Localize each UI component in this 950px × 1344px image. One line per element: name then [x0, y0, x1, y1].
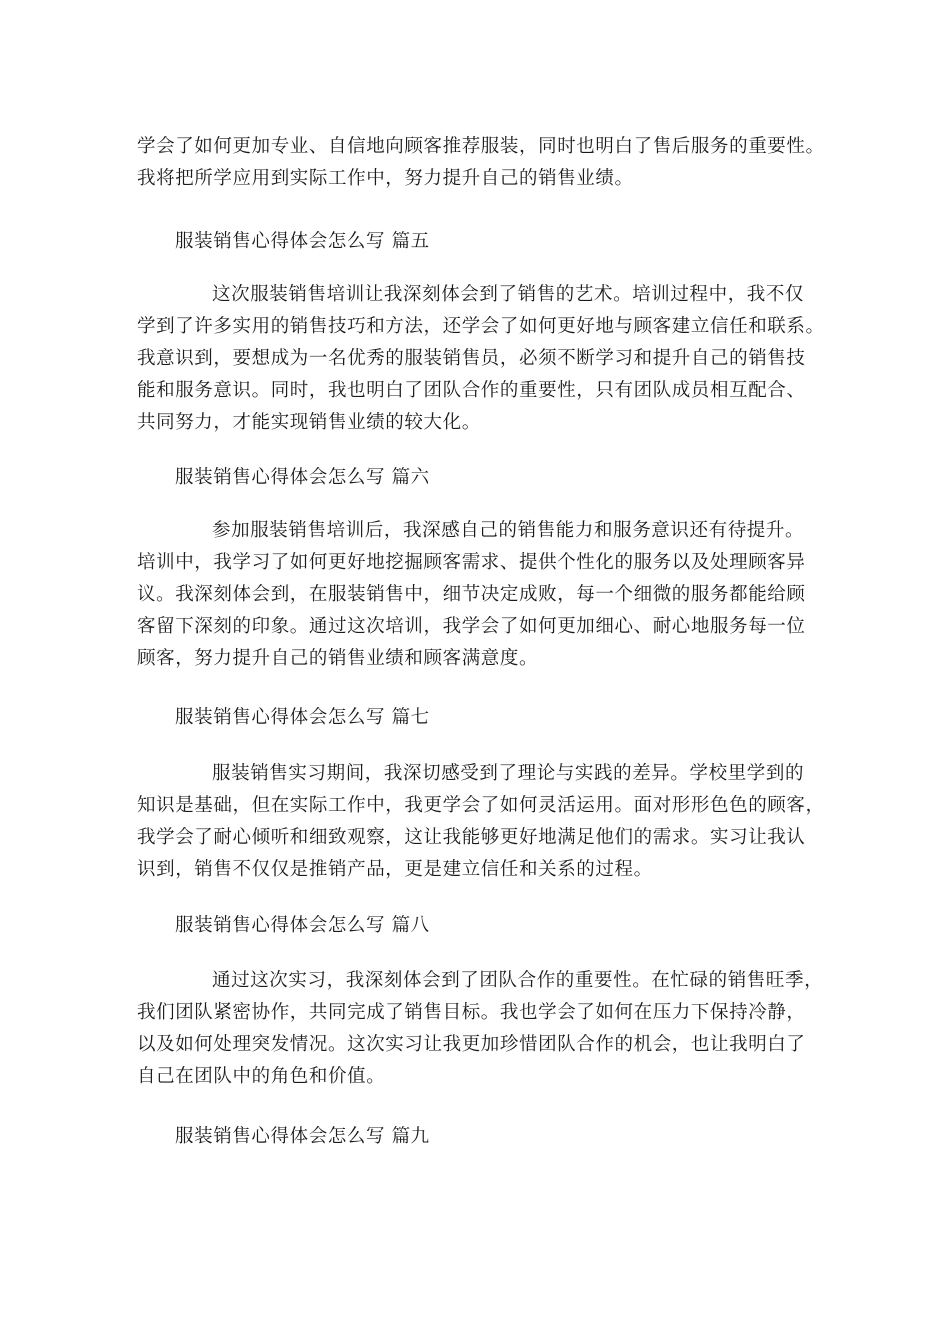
text-line: 共同努力，才能实现销售业绩的较大化。: [137, 412, 481, 433]
paragraph-section-6: [137, 515, 817, 675]
text-line: 培训中，我学习了如何更好地挖掘顾客需求、提供个性化的服务以及处理顾客异: [137, 552, 806, 573]
paragraph-section-5: [137, 279, 825, 439]
section-heading-9: 服装销售心得体会怎么写 篇九: [175, 1126, 430, 1147]
paragraph-continuation: [137, 131, 825, 195]
text-line: 服装销售实习期间，我深切感受到了理论与实践的差异。学校里学到的: [212, 763, 805, 784]
text-line: 顾客，努力提升自己的销售业绩和顾客满意度。: [137, 648, 539, 669]
paragraph-section-8: [137, 965, 824, 1093]
text-line: 我们团队紧密协作，共同完成了销售目标。我也学会了如何在压力下保持冷静，: [137, 1002, 806, 1023]
section-heading-8: 服装销售心得体会怎么写 篇八: [175, 915, 430, 936]
text-line: 客留下深刻的印象。通过这次培训，我学会了如何更加细心、耐心地服务每一位: [137, 616, 806, 637]
text-line: 我意识到，要想成为一名优秀的服装销售员，必须不断学习和提升自己的销售技: [137, 348, 806, 369]
text-line: 我将把所学应用到实际工作中，努力提升自己的销售业绩。: [137, 168, 634, 189]
text-line: 知识是基础，但在实际工作中，我更学会了如何灵活运用。面对形形色色的顾客，: [137, 795, 825, 816]
text-line: 通过这次实习，我深刻体会到了团队合作的重要性。在忙碌的销售旺季，: [212, 970, 824, 991]
text-line: 议。我深刻体会到，在服装销售中，细节决定成败，每一个细微的服务都能给顾: [137, 584, 806, 605]
section-heading-5: 服装销售心得体会怎么写 篇五: [175, 231, 430, 252]
text-line: 参加服装销售培训后，我深感自己的销售能力和服务意识还有待提升。: [212, 520, 805, 541]
text-line: 这次服装销售培训让我深刻体会到了销售的艺术。培训过程中，我不仅: [212, 284, 805, 305]
text-line: 自己在团队中的角色和价值。: [137, 1066, 386, 1087]
text-line: 学会了如何更加专业、自信地向顾客推荐服装，同时也明白了售后服务的重要性。: [137, 136, 825, 157]
paragraph-section-7: [137, 758, 825, 886]
text-line: 我学会了耐心倾听和细致观察，这让我能够更好地满足他们的需求。实习让我认: [137, 827, 806, 848]
text-line: 能和服务意识。同时，我也明白了团队合作的重要性，只有团队成员相互配合、: [137, 380, 806, 401]
section-heading-6: 服装销售心得体会怎么写 篇六: [175, 467, 430, 488]
text-line: 以及如何处理突发情况。这次实习让我更加珍惜团队合作的机会，也让我明白了: [137, 1034, 806, 1055]
text-line: 识到，销售不仅仅是推销产品，更是建立信任和关系的过程。: [137, 859, 653, 880]
text-line: 学到了许多实用的销售技巧和方法，还学会了如何更好地与顾客建立信任和联系。: [137, 316, 825, 337]
section-heading-7: 服装销售心得体会怎么写 篇七: [175, 707, 430, 728]
